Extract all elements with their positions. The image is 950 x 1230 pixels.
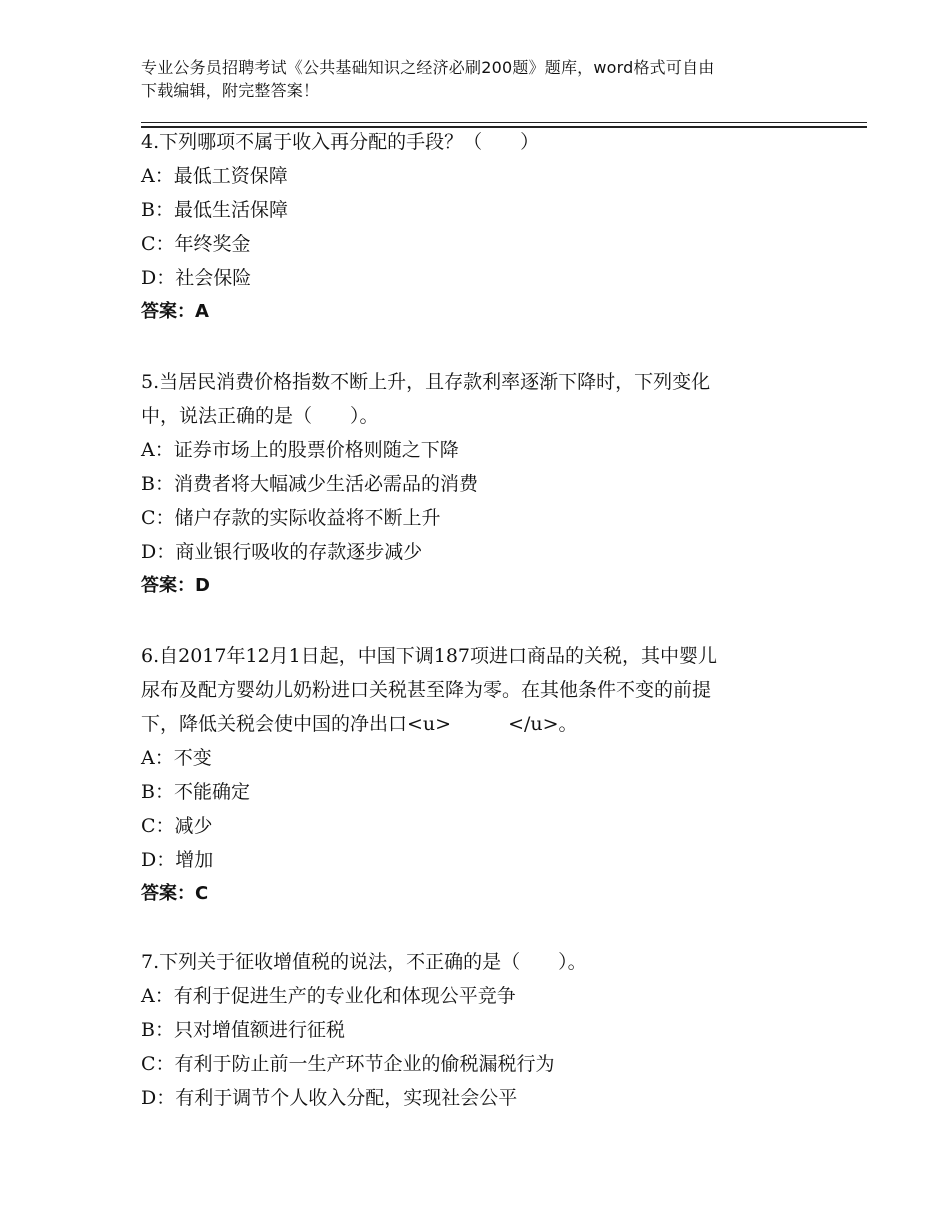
option-b: B：不能确定 — [141, 781, 250, 803]
question-stem — [141, 125, 811, 159]
option-b: B：消费者将大幅减少生活必需品的消费 — [141, 473, 478, 495]
option-a: A：有利于促进生产的专业化和体现公平竞争 — [141, 985, 516, 1007]
option-d: D：有利于调节个人收入分配，实现社会公平 — [141, 1087, 518, 1109]
option-b: B：最低生活保障 — [141, 199, 288, 221]
option-a: A：最低工资保障 — [141, 165, 288, 187]
stem-line: 6.自2017年12月1日起，中国下调187项进口商品的关税，其中婴儿 — [141, 645, 718, 667]
stem-line: 7.下列关于征收增值税的说法，不正确的是（ ）。 — [141, 951, 587, 973]
answer: 答案：A — [141, 301, 209, 322]
option-a: A：证券市场上的股票价格则随之下降 — [141, 439, 459, 461]
answer: 答案：C — [141, 883, 209, 904]
question-5 — [141, 365, 811, 603]
question-stem — [141, 639, 811, 741]
option-c: C：年终奖金 — [141, 233, 251, 255]
question-stem — [141, 945, 811, 979]
question-stem — [141, 365, 811, 433]
stem-line: 4.下列哪项不属于收入再分配的手段？（ ） — [141, 131, 540, 153]
header-line-1: 专业公务员招聘考试《公共基础知识之经济必刷200题》题库，word格式可自由 — [141, 58, 715, 77]
header-divider-thin — [141, 122, 867, 123]
question-4 — [141, 125, 811, 329]
stem-line: 下，降低关税会使中国的净出口<u> </u>。 — [141, 713, 578, 735]
document-header — [141, 56, 811, 102]
option-c: C：减少 — [141, 815, 213, 837]
option-c: C：有利于防止前一生产环节企业的偷税漏税行为 — [141, 1053, 555, 1075]
option-d: D：社会保险 — [141, 267, 252, 289]
stem-line: 5.当居民消费价格指数不断上升，且存款利率逐渐下降时，下列变化 — [141, 371, 711, 393]
header-line-2: 下载编辑，附完整答案！ — [141, 81, 320, 100]
option-d: D：商业银行吸收的存款逐步减少 — [141, 541, 423, 563]
answer: 答案：D — [141, 575, 210, 596]
question-7 — [141, 945, 811, 1115]
option-d: D：增加 — [141, 849, 214, 871]
option-c: C：储户存款的实际收益将不断上升 — [141, 507, 441, 529]
stem-line: 中，说法正确的是（ ）。 — [141, 405, 379, 427]
option-a: A：不变 — [141, 747, 212, 769]
question-6 — [141, 639, 811, 911]
option-b: B：只对增值额进行征税 — [141, 1019, 345, 1041]
stem-line: 尿布及配方婴幼儿奶粉进口关税甚至降为零。在其他条件不变的前提 — [141, 679, 712, 701]
